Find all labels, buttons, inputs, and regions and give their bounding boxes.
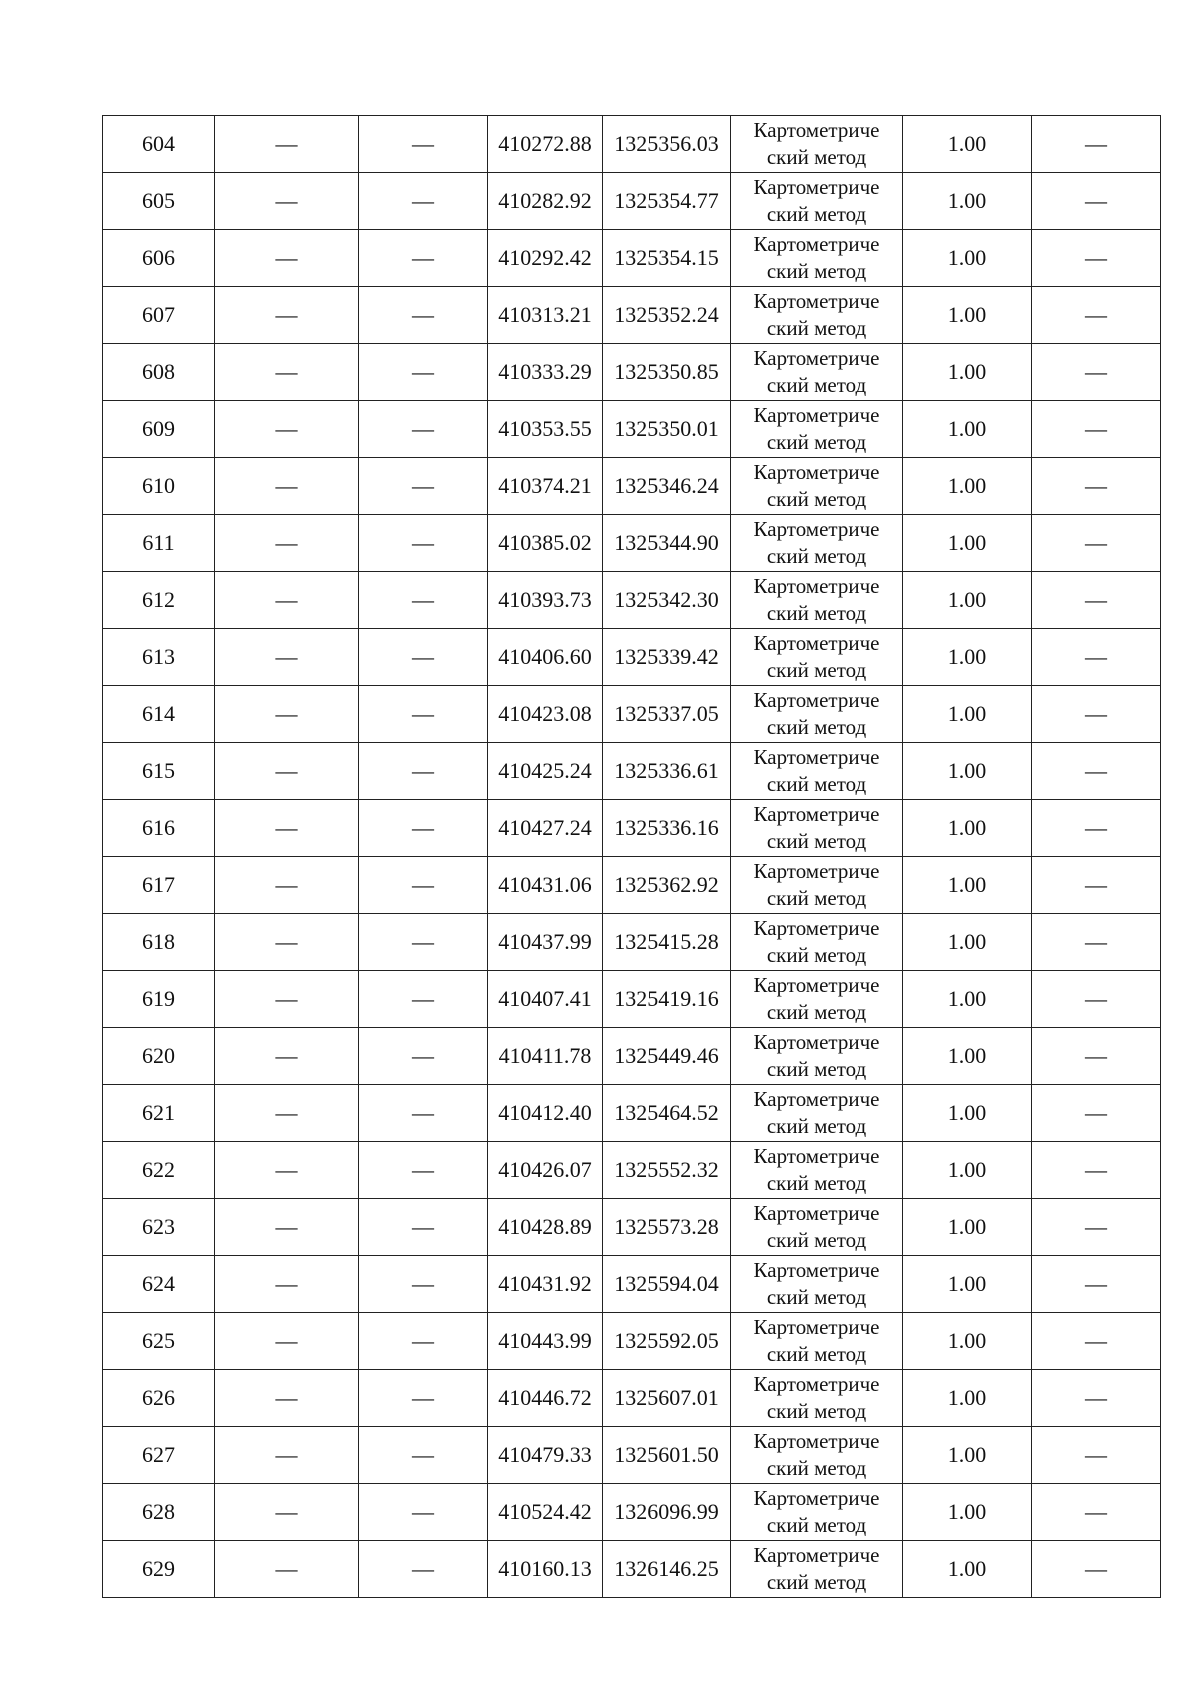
description-cell: — <box>1032 1427 1161 1484</box>
y-coordinate-cell: 1325552.32 <box>603 1142 731 1199</box>
x-coordinate-cell: 410411.78 <box>488 1028 603 1085</box>
point-number-cell: 611 <box>103 515 215 572</box>
x-coordinate-cell: 410292.42 <box>488 230 603 287</box>
y-coordinate-cell: 1325601.50 <box>603 1427 731 1484</box>
old-x-cell: — <box>215 515 359 572</box>
table-row <box>103 458 1161 515</box>
method-line-2: ский метод <box>766 1228 867 1252</box>
y-coordinate-cell: 1325339.42 <box>603 629 731 686</box>
old-y-cell: — <box>359 1313 488 1370</box>
point-number-cell: 612 <box>103 572 215 629</box>
x-coordinate-cell: 410374.21 <box>488 458 603 515</box>
method-cell <box>731 1085 903 1142</box>
method-cell <box>731 287 903 344</box>
accuracy-cell: 1.00 <box>903 857 1032 914</box>
old-x-cell: — <box>215 572 359 629</box>
method-cell <box>731 743 903 800</box>
old-x-cell: — <box>215 1484 359 1541</box>
old-x-cell: — <box>215 1199 359 1256</box>
method-line-1: Картометриче <box>753 289 880 313</box>
table-row <box>103 116 1161 173</box>
method-line-2: ский метод <box>766 1342 867 1366</box>
coordinates-table <box>102 115 1161 1598</box>
method-line-2: ский метод <box>766 772 867 796</box>
point-number-cell: 617 <box>103 857 215 914</box>
y-coordinate-cell: 1325464.52 <box>603 1085 731 1142</box>
x-coordinate-cell: 410393.73 <box>488 572 603 629</box>
y-coordinate-cell: 1325342.30 <box>603 572 731 629</box>
y-coordinate-cell: 1325336.61 <box>603 743 731 800</box>
method-cell <box>731 629 903 686</box>
method-cell <box>731 1427 903 1484</box>
description-cell: — <box>1032 1142 1161 1199</box>
table-row <box>103 230 1161 287</box>
method-cell <box>731 230 903 287</box>
old-y-cell: — <box>359 686 488 743</box>
method-cell <box>731 458 903 515</box>
old-x-cell: — <box>215 1427 359 1484</box>
table-row <box>103 572 1161 629</box>
description-cell: — <box>1032 1085 1161 1142</box>
method-line-2: ский метод <box>766 829 867 853</box>
table-row <box>103 914 1161 971</box>
old-y-cell: — <box>359 857 488 914</box>
x-coordinate-cell: 410385.02 <box>488 515 603 572</box>
method-line-1: Картометриче <box>753 688 880 712</box>
point-number-cell: 613 <box>103 629 215 686</box>
point-number-cell: 622 <box>103 1142 215 1199</box>
table-row <box>103 971 1161 1028</box>
method-line-1: Картометриче <box>753 517 880 541</box>
y-coordinate-cell: 1326146.25 <box>603 1541 731 1598</box>
method-cell <box>731 971 903 1028</box>
method-line-1: Картометриче <box>753 1486 880 1510</box>
method-line-1: Картометриче <box>753 175 880 199</box>
method-line-1: Картометриче <box>753 1144 880 1168</box>
x-coordinate-cell: 410431.06 <box>488 857 603 914</box>
point-number-cell: 606 <box>103 230 215 287</box>
method-line-1: Картометриче <box>753 1315 880 1339</box>
method-cell <box>731 1142 903 1199</box>
table-row <box>103 1028 1161 1085</box>
description-cell: — <box>1032 401 1161 458</box>
accuracy-cell: 1.00 <box>903 230 1032 287</box>
method-cell <box>731 857 903 914</box>
old-x-cell: — <box>215 173 359 230</box>
old-x-cell: — <box>215 800 359 857</box>
old-y-cell: — <box>359 515 488 572</box>
x-coordinate-cell: 410431.92 <box>488 1256 603 1313</box>
method-line-1: Картометриче <box>753 916 880 940</box>
method-line-1: Картометриче <box>753 973 880 997</box>
old-x-cell: — <box>215 1313 359 1370</box>
method-cell <box>731 572 903 629</box>
old-y-cell: — <box>359 287 488 344</box>
old-x-cell: — <box>215 287 359 344</box>
table-row <box>103 857 1161 914</box>
y-coordinate-cell: 1325350.01 <box>603 401 731 458</box>
method-cell <box>731 401 903 458</box>
point-number-cell: 623 <box>103 1199 215 1256</box>
table-row <box>103 515 1161 572</box>
method-line-2: ский метод <box>766 658 867 682</box>
method-line-1: Картометриче <box>753 1429 880 1453</box>
y-coordinate-cell: 1325354.15 <box>603 230 731 287</box>
method-line-2: ский метод <box>766 1456 867 1480</box>
table-row <box>103 1085 1161 1142</box>
y-coordinate-cell: 1325592.05 <box>603 1313 731 1370</box>
old-x-cell: — <box>215 1085 359 1142</box>
method-line-1: Картометриче <box>753 859 880 883</box>
old-x-cell: — <box>215 629 359 686</box>
point-number-cell: 618 <box>103 914 215 971</box>
y-coordinate-cell: 1325573.28 <box>603 1199 731 1256</box>
y-coordinate-cell: 1325419.16 <box>603 971 731 1028</box>
accuracy-cell: 1.00 <box>903 515 1032 572</box>
old-y-cell: — <box>359 914 488 971</box>
y-coordinate-cell: 1325350.85 <box>603 344 731 401</box>
accuracy-cell: 1.00 <box>903 458 1032 515</box>
method-line-2: ский метод <box>766 715 867 739</box>
description-cell: — <box>1032 1199 1161 1256</box>
description-cell: — <box>1032 800 1161 857</box>
method-line-2: ский метод <box>766 1399 867 1423</box>
x-coordinate-cell: 410353.55 <box>488 401 603 458</box>
method-line-2: ский метод <box>766 430 867 454</box>
accuracy-cell: 1.00 <box>903 1541 1032 1598</box>
table-row <box>103 1427 1161 1484</box>
old-y-cell: — <box>359 572 488 629</box>
description-cell: — <box>1032 572 1161 629</box>
method-line-1: Картометриче <box>753 403 880 427</box>
point-number-cell: 628 <box>103 1484 215 1541</box>
accuracy-cell: 1.00 <box>903 743 1032 800</box>
method-line-2: ский метод <box>766 202 867 226</box>
old-x-cell: — <box>215 914 359 971</box>
description-cell: — <box>1032 1256 1161 1313</box>
method-line-1: Картометриче <box>753 232 880 256</box>
point-number-cell: 627 <box>103 1427 215 1484</box>
method-line-2: ский метод <box>766 487 867 511</box>
method-line-1: Картометриче <box>753 346 880 370</box>
x-coordinate-cell: 410333.29 <box>488 344 603 401</box>
old-y-cell: — <box>359 344 488 401</box>
point-number-cell: 616 <box>103 800 215 857</box>
point-number-cell: 615 <box>103 743 215 800</box>
accuracy-cell: 1.00 <box>903 1313 1032 1370</box>
method-line-1: Картометриче <box>753 1087 880 1111</box>
method-line-2: ский метод <box>766 1171 867 1195</box>
description-cell: — <box>1032 344 1161 401</box>
x-coordinate-cell: 410446.72 <box>488 1370 603 1427</box>
x-coordinate-cell: 410423.08 <box>488 686 603 743</box>
method-cell <box>731 914 903 971</box>
y-coordinate-cell: 1325449.46 <box>603 1028 731 1085</box>
accuracy-cell: 1.00 <box>903 1199 1032 1256</box>
x-coordinate-cell: 410313.21 <box>488 287 603 344</box>
description-cell: — <box>1032 116 1161 173</box>
method-cell <box>731 686 903 743</box>
point-number-cell: 619 <box>103 971 215 1028</box>
old-y-cell: — <box>359 1085 488 1142</box>
point-number-cell: 607 <box>103 287 215 344</box>
old-x-cell: — <box>215 1541 359 1598</box>
point-number-cell: 626 <box>103 1370 215 1427</box>
table-row <box>103 686 1161 743</box>
method-line-1: Картометриче <box>753 1030 880 1054</box>
old-x-cell: — <box>215 230 359 287</box>
old-y-cell: — <box>359 1427 488 1484</box>
method-line-2: ский метод <box>766 1114 867 1138</box>
method-cell <box>731 800 903 857</box>
method-line-2: ский метод <box>766 316 867 340</box>
y-coordinate-cell: 1325344.90 <box>603 515 731 572</box>
table-row <box>103 1199 1161 1256</box>
x-coordinate-cell: 410428.89 <box>488 1199 603 1256</box>
description-cell: — <box>1032 230 1161 287</box>
method-line-2: ский метод <box>766 373 867 397</box>
method-line-2: ский метод <box>766 601 867 625</box>
old-y-cell: — <box>359 629 488 686</box>
old-y-cell: — <box>359 230 488 287</box>
table-row <box>103 173 1161 230</box>
old-x-cell: — <box>215 458 359 515</box>
method-cell <box>731 1313 903 1370</box>
method-line-2: ский метод <box>766 259 867 283</box>
description-cell: — <box>1032 629 1161 686</box>
old-x-cell: — <box>215 686 359 743</box>
method-line-1: Картометриче <box>753 1201 880 1225</box>
old-x-cell: — <box>215 1370 359 1427</box>
old-x-cell: — <box>215 344 359 401</box>
old-y-cell: — <box>359 173 488 230</box>
description-cell: — <box>1032 971 1161 1028</box>
old-y-cell: — <box>359 1484 488 1541</box>
method-line-2: ский метод <box>766 943 867 967</box>
table-row <box>103 800 1161 857</box>
table-row <box>103 401 1161 458</box>
accuracy-cell: 1.00 <box>903 344 1032 401</box>
method-cell <box>731 1541 903 1598</box>
accuracy-cell: 1.00 <box>903 686 1032 743</box>
point-number-cell: 605 <box>103 173 215 230</box>
description-cell: — <box>1032 458 1161 515</box>
accuracy-cell: 1.00 <box>903 572 1032 629</box>
method-line-2: ский метод <box>766 1057 867 1081</box>
old-y-cell: — <box>359 800 488 857</box>
x-coordinate-cell: 410443.99 <box>488 1313 603 1370</box>
old-y-cell: — <box>359 401 488 458</box>
old-x-cell: — <box>215 857 359 914</box>
description-cell: — <box>1032 287 1161 344</box>
description-cell: — <box>1032 914 1161 971</box>
method-line-1: Картометриче <box>753 802 880 826</box>
accuracy-cell: 1.00 <box>903 1142 1032 1199</box>
method-line-1: Картометриче <box>753 1258 880 1282</box>
method-line-2: ский метод <box>766 145 867 169</box>
description-cell: — <box>1032 515 1161 572</box>
x-coordinate-cell: 410272.88 <box>488 116 603 173</box>
table-row <box>103 1142 1161 1199</box>
accuracy-cell: 1.00 <box>903 173 1032 230</box>
point-number-cell: 621 <box>103 1085 215 1142</box>
x-coordinate-cell: 410427.24 <box>488 800 603 857</box>
old-x-cell: — <box>215 1256 359 1313</box>
method-cell <box>731 1256 903 1313</box>
method-cell <box>731 1370 903 1427</box>
x-coordinate-cell: 410282.92 <box>488 173 603 230</box>
old-x-cell: — <box>215 743 359 800</box>
accuracy-cell: 1.00 <box>903 1028 1032 1085</box>
method-line-1: Картометриче <box>753 118 880 142</box>
x-coordinate-cell: 410425.24 <box>488 743 603 800</box>
method-line-2: ский метод <box>766 1513 867 1537</box>
old-y-cell: — <box>359 1256 488 1313</box>
accuracy-cell: 1.00 <box>903 629 1032 686</box>
y-coordinate-cell: 1325354.77 <box>603 173 731 230</box>
y-coordinate-cell: 1325362.92 <box>603 857 731 914</box>
old-x-cell: — <box>215 971 359 1028</box>
y-coordinate-cell: 1325607.01 <box>603 1370 731 1427</box>
accuracy-cell: 1.00 <box>903 1256 1032 1313</box>
table-row <box>103 743 1161 800</box>
method-cell <box>731 173 903 230</box>
x-coordinate-cell: 410407.41 <box>488 971 603 1028</box>
accuracy-cell: 1.00 <box>903 1085 1032 1142</box>
point-number-cell: 609 <box>103 401 215 458</box>
old-y-cell: — <box>359 1370 488 1427</box>
table-row <box>103 344 1161 401</box>
y-coordinate-cell: 1325346.24 <box>603 458 731 515</box>
method-cell <box>731 344 903 401</box>
description-cell: — <box>1032 1541 1161 1598</box>
x-coordinate-cell: 410406.60 <box>488 629 603 686</box>
old-y-cell: — <box>359 743 488 800</box>
old-y-cell: — <box>359 971 488 1028</box>
description-cell: — <box>1032 1028 1161 1085</box>
method-line-1: Картометриче <box>753 1372 880 1396</box>
x-coordinate-cell: 410524.42 <box>488 1484 603 1541</box>
point-number-cell: 610 <box>103 458 215 515</box>
point-number-cell: 625 <box>103 1313 215 1370</box>
point-number-cell: 604 <box>103 116 215 173</box>
table-row <box>103 1256 1161 1313</box>
description-cell: — <box>1032 1484 1161 1541</box>
accuracy-cell: 1.00 <box>903 971 1032 1028</box>
x-coordinate-cell: 410479.33 <box>488 1427 603 1484</box>
point-number-cell: 629 <box>103 1541 215 1598</box>
method-cell <box>731 1484 903 1541</box>
y-coordinate-cell: 1326096.99 <box>603 1484 731 1541</box>
table-row <box>103 1313 1161 1370</box>
y-coordinate-cell: 1325594.04 <box>603 1256 731 1313</box>
old-y-cell: — <box>359 1142 488 1199</box>
accuracy-cell: 1.00 <box>903 1484 1032 1541</box>
old-y-cell: — <box>359 458 488 515</box>
method-line-1: Картометриче <box>753 631 880 655</box>
table-row <box>103 287 1161 344</box>
old-x-cell: — <box>215 1028 359 1085</box>
point-number-cell: 624 <box>103 1256 215 1313</box>
description-cell: — <box>1032 173 1161 230</box>
method-line-2: ский метод <box>766 1000 867 1024</box>
accuracy-cell: 1.00 <box>903 1427 1032 1484</box>
table-row <box>103 1370 1161 1427</box>
description-cell: — <box>1032 686 1161 743</box>
accuracy-cell: 1.00 <box>903 1370 1032 1427</box>
y-coordinate-cell: 1325356.03 <box>603 116 731 173</box>
description-cell: — <box>1032 743 1161 800</box>
accuracy-cell: 1.00 <box>903 914 1032 971</box>
table-row <box>103 629 1161 686</box>
x-coordinate-cell: 410426.07 <box>488 1142 603 1199</box>
method-cell <box>731 1028 903 1085</box>
accuracy-cell: 1.00 <box>903 800 1032 857</box>
description-cell: — <box>1032 1370 1161 1427</box>
old-x-cell: — <box>215 1142 359 1199</box>
description-cell: — <box>1032 1313 1161 1370</box>
method-line-2: ский метод <box>766 1285 867 1309</box>
x-coordinate-cell: 410437.99 <box>488 914 603 971</box>
method-line-1: Картометриче <box>753 574 880 598</box>
y-coordinate-cell: 1325336.16 <box>603 800 731 857</box>
table-body <box>103 116 1161 1598</box>
method-line-1: Картометриче <box>753 460 880 484</box>
y-coordinate-cell: 1325352.24 <box>603 287 731 344</box>
x-coordinate-cell: 410160.13 <box>488 1541 603 1598</box>
method-line-2: ский метод <box>766 1570 867 1594</box>
method-cell <box>731 515 903 572</box>
table-row <box>103 1484 1161 1541</box>
accuracy-cell: 1.00 <box>903 116 1032 173</box>
old-x-cell: — <box>215 116 359 173</box>
old-y-cell: — <box>359 1028 488 1085</box>
y-coordinate-cell: 1325337.05 <box>603 686 731 743</box>
point-number-cell: 620 <box>103 1028 215 1085</box>
accuracy-cell: 1.00 <box>903 287 1032 344</box>
method-line-2: ский метод <box>766 886 867 910</box>
old-y-cell: — <box>359 116 488 173</box>
method-line-1: Картометриче <box>753 745 880 769</box>
method-cell <box>731 1199 903 1256</box>
old-y-cell: — <box>359 1199 488 1256</box>
description-cell: — <box>1032 857 1161 914</box>
point-number-cell: 614 <box>103 686 215 743</box>
accuracy-cell: 1.00 <box>903 401 1032 458</box>
point-number-cell: 608 <box>103 344 215 401</box>
method-line-1: Картометриче <box>753 1543 880 1567</box>
old-x-cell: — <box>215 401 359 458</box>
y-coordinate-cell: 1325415.28 <box>603 914 731 971</box>
method-cell <box>731 116 903 173</box>
method-line-2: ский метод <box>766 544 867 568</box>
x-coordinate-cell: 410412.40 <box>488 1085 603 1142</box>
table-row <box>103 1541 1161 1598</box>
old-y-cell: — <box>359 1541 488 1598</box>
